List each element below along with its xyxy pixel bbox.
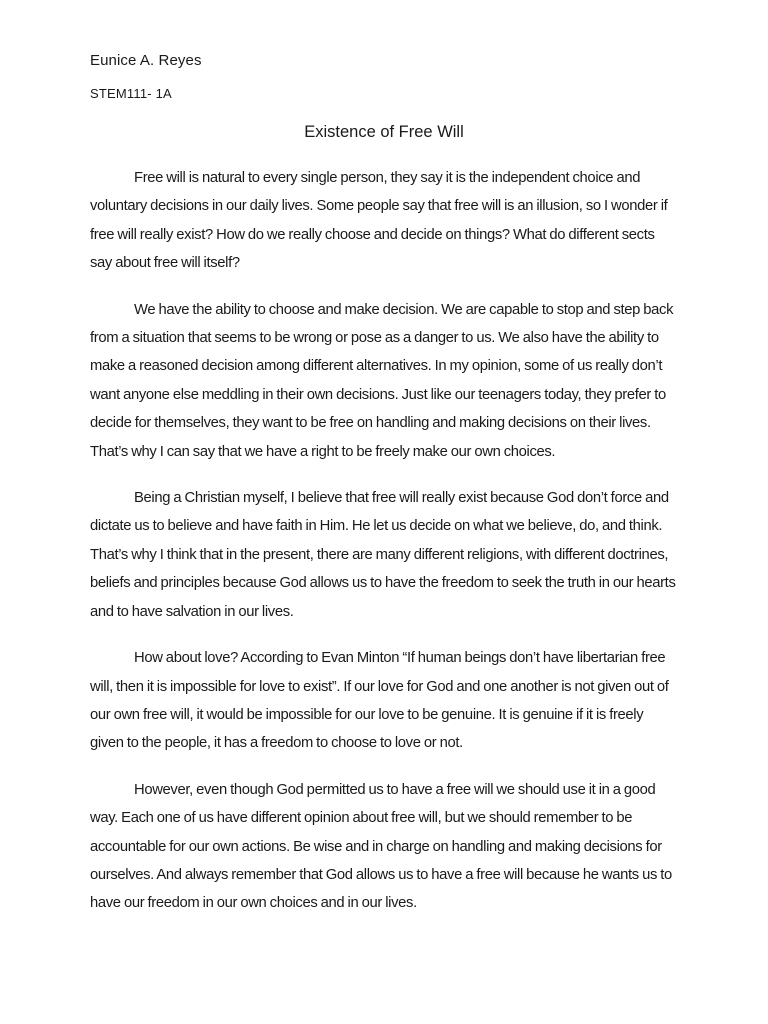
paragraph: Being a Christian myself, I believe that free will really exist because God don’t force and dictate us to believe and have faith in Him. He let us decide on what we believe, do, and think. That’s why I think that in the present, there are many different religions, with different doctrines, beliefs and principles because God allows us to have the freedom to seek the truth in our hearts and to have salvation in our lives.: [90, 490, 676, 620]
paragraph: However, even though God permitted us to have a free will we should use it in a good way. Each one of us have different opinion about free will, but we should remember to be accountable for our own actions. Be wise and in charge on handling and making decisions for ourselves. And always remember that God allows us to have a free will because he wants us to have our freedom in our own choices and in our lives.: [90, 781, 672, 912]
paragraph: How about love? According to Evan Minton “If human beings don’t have libertarian free will, then it is impossible for love to exist”. If our love for God and one another is not given out of our own free will, it would be impossible for our love to be genuine. It is genuine if it is freely given to the people, it has a freedom to choose to love or not.: [90, 650, 669, 752]
paragraph: Free will is natural to every single person, they say it is the independent choice and voluntary decisions in our daily lives. Some people say that free will is an illusion, so I wonder if free will really exist? How do we really choose and decide on things? What do different sects say about free will itself?: [90, 170, 668, 272]
essay-body: [90, 164, 678, 936]
class-section: STEM111- 1A: [90, 86, 172, 101]
essay-title: Existence of Free Will: [304, 123, 464, 141]
paragraph: We have the ability to choose and make decision. We are capable to stop and step back from a situation that seems to be wrong or pose as a danger to us. We also have the ability to make a reasoned decision among different alternatives. In my opinion, some of us really don’t want anyone else meddling in their own decisions. Just like our teenagers today, they prefer to decide for themselves, they want to be free on handling and making decisions on their lives. That’s why I can say that we have a right to be freely make our own choices.: [90, 301, 674, 460]
author-name: Eunice A. Reyes: [90, 52, 202, 69]
